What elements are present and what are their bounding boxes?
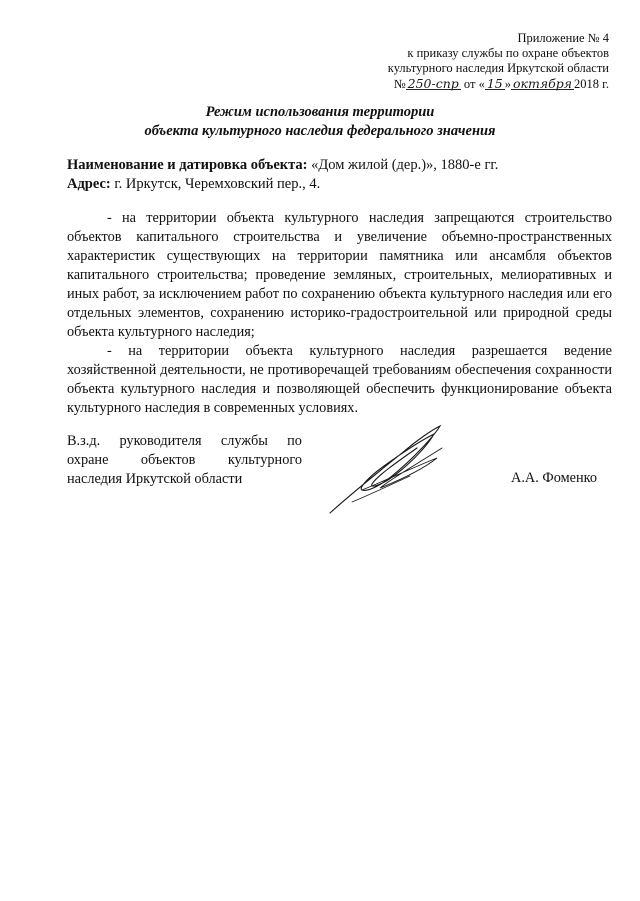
order-number-handwritten: 250-спр bbox=[407, 76, 459, 91]
date-month-handwritten: октября bbox=[513, 76, 573, 91]
appendix-header bbox=[388, 31, 609, 92]
position-line1 bbox=[67, 432, 302, 451]
permission-paragraph: - на территории объекта культурного наследия разрешается ведение хозяйственной деятельности, не противоречащей требованиям обеспечения сохранности объекта культурного наследия и позволяющей обеспечить функционирование объекта культурного наследия в современных условиях. bbox=[67, 343, 612, 416]
appendix-number: Приложение № 4 bbox=[517, 31, 609, 45]
position-word: руководителя bbox=[119, 433, 202, 449]
order-number-date bbox=[388, 76, 609, 92]
object-name-value: «Дом жилой (дер.)», 1880-е гг. bbox=[311, 157, 499, 173]
signatory-name: А.А. Фоменко bbox=[511, 470, 597, 486]
position-word: службы bbox=[220, 433, 268, 449]
date-mid: » bbox=[504, 77, 511, 91]
handwritten-signature bbox=[322, 418, 452, 518]
object-name-label: Наименование и датировка объекта: bbox=[67, 157, 308, 173]
signer-position bbox=[67, 432, 302, 489]
position-line3: наследия Иркутской области bbox=[67, 471, 243, 487]
title-line2: объекта культурного наследия федерального значения bbox=[144, 123, 496, 139]
date-from: от « bbox=[463, 77, 485, 91]
object-address-label: Адрес: bbox=[67, 176, 111, 192]
title-line1: Режим использования территории bbox=[205, 104, 435, 120]
date-year: 2018 г. bbox=[574, 77, 609, 91]
position-word: В.з.д. bbox=[67, 433, 101, 449]
prohibition-paragraph: - на территории объекта культурного наследия запрещаются строительство объектов капитального строительства и увеличение объемно-пространственных характеристик существующих на территории памятника или ансамбля объектов капитального строительства; проведение земляных, строительных, мелиоративных и иных работ, за исключением работ по сохранению объекта культурного наследия или его отдельных элементов, сохранению историко-градостроительной или природной среды объекта культурного наследия; bbox=[67, 210, 612, 340]
position-word: по bbox=[287, 433, 302, 449]
object-info bbox=[67, 156, 612, 194]
object-address-row bbox=[67, 175, 612, 194]
position-word: объектов bbox=[140, 452, 196, 468]
object-name-row bbox=[67, 156, 612, 175]
position-word: культурного bbox=[227, 452, 302, 468]
position-line2 bbox=[67, 451, 302, 470]
document-title bbox=[0, 103, 640, 141]
regime-text bbox=[67, 209, 612, 418]
object-address-value: г. Иркутск, Черемховский пер., 4. bbox=[114, 176, 321, 192]
order-reference-line2: культурного наследия Иркутской области bbox=[387, 61, 609, 75]
position-word: охране bbox=[67, 452, 109, 468]
order-reference-line1: к приказу службы по охране объектов bbox=[407, 46, 609, 60]
number-prefix: № bbox=[393, 77, 406, 91]
date-day-handwritten: 15 bbox=[486, 76, 503, 91]
